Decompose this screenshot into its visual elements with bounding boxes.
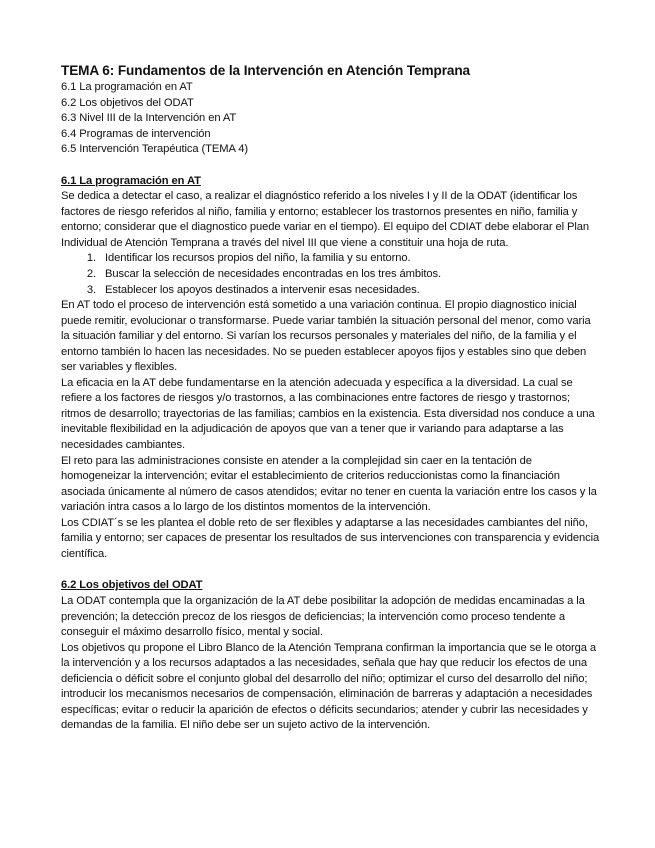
- spacer: [61, 562, 601, 578]
- steps-list: [61, 251, 601, 298]
- toc-item: 6.4 Programas de intervención: [61, 127, 211, 140]
- toc-item: 6.5 Intervención Terapéutica (TEMA 4): [61, 143, 248, 156]
- list-item: 1. Identificar los recursos propios del niño, la familia y su entorno.: [99, 251, 601, 267]
- section-heading-6-2: 6.2 Los objetivos del ODAT: [61, 579, 203, 592]
- paragraph: La ODAT contempla que la organización de la AT debe posibilitar la adopción de medidas encaminadas a la prevención; la detección precoz de los riesgos de deficiencias; la intervención como proceso tendente a conseguir el máximo desarrollo físico, mental y social.: [61, 594, 585, 639]
- toc-item: 6.1 La programación en AT: [61, 81, 193, 93]
- section-heading-6-1: 6.1 La programación en AT: [61, 174, 201, 187]
- table-of-contents: [61, 80, 601, 158]
- list-item: 3. Establecer los apoyos destinados a intervenir esas necesidades.: [99, 283, 601, 299]
- paragraph: Los objetivos qu propone el Libro Blanco de la Atención Temprana confirman la importancia que se le otorga a la intervención y a los recursos adaptados a las necesidades, señala que hay que reducir los efectos de una deficiencia o déficit sobre el conjunto global del desarrollo del niño; optimizar el curso del desarrollo del niño; introducir los mecanismos necesarios de compensación, eliminación de barreras y adaptación a necesidades específicas; evitar o reducir la aparición de efectos o déficits secundarios; atender y cubrir las necesidades y demandas de la familia. El niño debe ser un sujeto activo de la intervención.: [61, 641, 597, 732]
- paragraph: Los CDIAT´s se les plantea el doble reto de ser flexibles y adaptarse a las necesidades cambiantes del niño, familia y entorno; ser capaces de presentar los resultados de sus intervenciones con transparencia y evidencia científica.: [61, 516, 600, 560]
- list-item: 2. Buscar la selección de necesidades encontradas en los tres ámbitos.: [99, 267, 601, 283]
- toc-item: 6.2 Los objetivos del ODAT: [61, 96, 194, 109]
- document-title: TEMA 6: Fundamentos de la Intervención en Atención Temprana: [61, 63, 471, 78]
- document-page: [61, 62, 601, 734]
- paragraph: En AT todo el proceso de intervención está sometido a una variación continua. El propio diagnostico inicial puede remitir, evolucionar o transformarse. Puede variar también la situación personal del menor, como varia la situación familiar y del entorno. Si varían los recursos personales y materiales del niño, de la familia y el entorno también lo hacen las necesidades. No se pueden establecer apoyos fijos y estables sino que deben ser variables y flexibles.: [61, 299, 591, 374]
- paragraph: La eficacia en la AT debe fundamentarse en la atención adecuada y específica a la diversidad. La cual se refiere a los factores de riesgos y/o trastornos, a las combinaciones entre factores de riesgo y trastornos; ritmos de desarrollo; trayectorias de las familias; cambios en la existencia. Esta diversidad nos conduce a una inevitable flexibilidad en la adjudicación de apoyos que van a tener que ir variando para adaptarse a las necesidades cambiantes.: [61, 376, 595, 452]
- toc-item: 6.3 Nivel III de la Intervención en AT: [61, 112, 237, 125]
- spacer: [61, 158, 601, 174]
- paragraph: Se dedica a detectar el caso, a realizar el diagnóstico referido a los niveles I y II de la ODAT (identificar los factores de riesgo referidos al niño, familia y entorno; establecer los trastornos presentes en niño, familia y entorno; considerar que el diagnostico puede variar en el tiempo). El equipo del CDIAT debe elaborar el Plan Individual de Atención Temprana a través del nivel III que viene a constituir una hoja de ruta.: [61, 190, 589, 249]
- paragraph: El reto para las administraciones consiste en atender a la complejidad sin caer en la tentación de homogeneizar la intervención; evitar el establecimiento de criterios reduccionistas como la financiación asociada únicamente al número de casos atendidos; evitar no tener en cuenta la variación entre los casos y la variación intra casos a lo largo de los distintos momentos de la intervención.: [61, 454, 597, 514]
